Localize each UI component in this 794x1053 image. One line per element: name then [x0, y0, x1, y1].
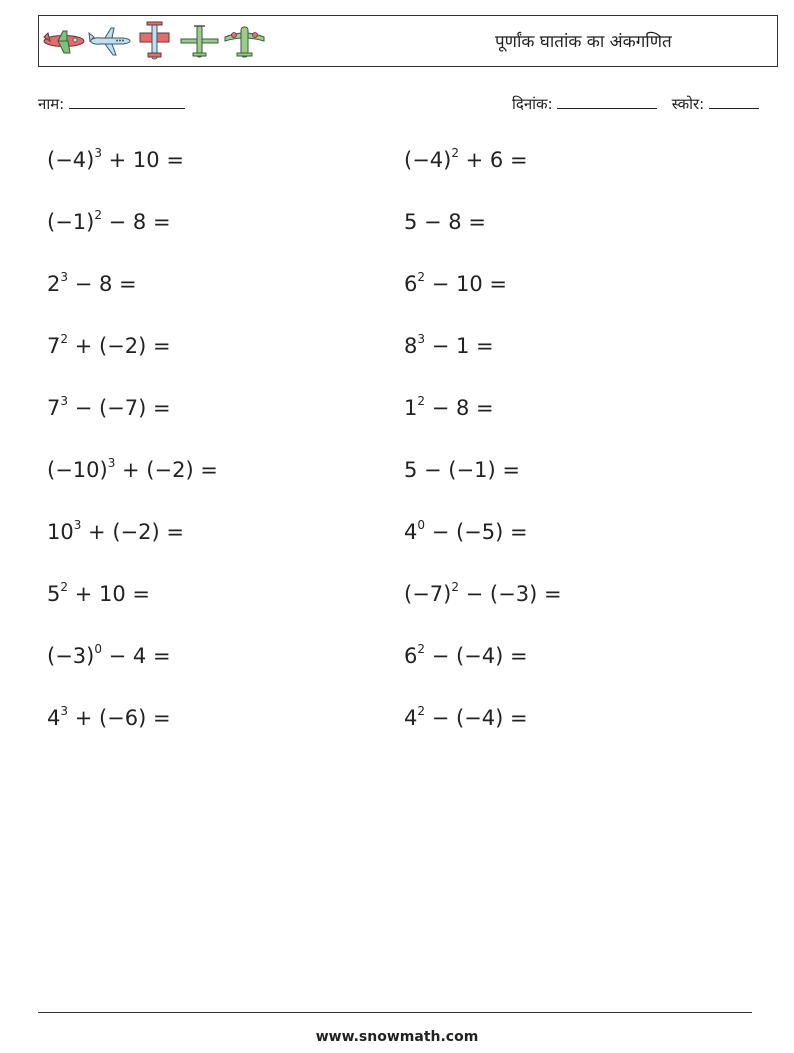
footer-url: www.snowmath.com [315, 1029, 479, 1045]
green-bomber-icon [222, 19, 267, 63]
problem-base: (−4) [404, 148, 452, 172]
problem-exponent: 2 [417, 270, 426, 284]
problem-rest: − (−5) = [425, 520, 528, 544]
problem-base: 7 [47, 396, 61, 420]
problem-base: 10 [47, 520, 74, 544]
problem-exponent: 3 [107, 456, 116, 470]
problem-exponent: 3 [73, 518, 82, 532]
problem-exponent: 2 [60, 332, 69, 346]
problem-rest: + (−6) = [68, 706, 171, 730]
problem-base: 5 [47, 582, 61, 606]
problem-rest: − 1 = [425, 334, 494, 358]
problem-base: (−3) [47, 644, 95, 668]
problem-base: 7 [47, 334, 61, 358]
problem-base: 1 [404, 396, 418, 420]
date-score-fields [512, 93, 759, 114]
problem-exponent: 3 [60, 704, 69, 718]
problem-rest: − 8 = [101, 210, 171, 234]
problem-base: 4 [404, 520, 418, 544]
problem-rest: + (−2) = [68, 334, 171, 358]
problem-rest: − (−4) = [425, 706, 528, 730]
plane-icons-row [42, 19, 267, 63]
problem-left-7 [47, 520, 184, 544]
problem-rest: + 10 = [101, 148, 184, 172]
problem-base: (−7) [404, 582, 452, 606]
problem-exponent: 2 [451, 146, 459, 160]
problem-base: 2 [47, 272, 61, 296]
score-blank[interactable] [709, 93, 759, 109]
problem-right-3 [404, 272, 507, 296]
red-biplane-icon [132, 19, 177, 63]
problem-rest: − 10 = [425, 272, 507, 296]
problem-rest: − 4 = [101, 644, 171, 668]
problem-left-2 [47, 210, 171, 234]
footer-divider [38, 1012, 752, 1013]
problem-left-10 [47, 706, 171, 730]
problem-base: (−1) [47, 210, 95, 234]
page-title: पूर्णांक घातांक का अंकगणित [495, 32, 672, 52]
problem-exponent: 2 [417, 394, 426, 408]
problem-exponent: 0 [417, 518, 426, 532]
name-blank[interactable] [69, 93, 185, 109]
problem-base: 4 [404, 706, 418, 730]
score-label: स्कोर: [671, 95, 705, 113]
red-airplane-icon [42, 19, 87, 63]
problem-left-3 [47, 272, 137, 296]
name-field [38, 93, 185, 114]
problem-exponent: 2 [451, 580, 459, 594]
problem-rest: + (−2) = [115, 458, 218, 482]
problem-base: 8 [404, 334, 418, 358]
problem-rest: − (−4) = [425, 644, 528, 668]
problem-rest: + 6 = [458, 148, 528, 172]
problem-exponent: 0 [94, 642, 102, 656]
problem-rest: − 8 = [425, 396, 494, 420]
problem-rest: − (−7) = [68, 396, 171, 420]
problem-exponent: 3 [60, 270, 69, 284]
problem-base: 4 [47, 706, 61, 730]
date-label: दिनांक: [512, 95, 553, 113]
problem-left-4 [47, 334, 171, 358]
problem-right-4 [404, 334, 494, 358]
problem-right-1 [404, 148, 528, 172]
green-prop-plane-icon [177, 19, 222, 63]
problem-exponent: 3 [417, 332, 426, 346]
date-blank[interactable] [557, 93, 657, 109]
problem-base: (−10) [47, 458, 108, 482]
problem-rest: − 8 = [68, 272, 137, 296]
problem-exponent: 3 [94, 146, 102, 160]
problem-right-10 [404, 706, 528, 730]
problem-exponent: 2 [94, 208, 102, 222]
problem-right-2 [404, 210, 486, 234]
header-box [38, 15, 778, 67]
problem-right-8 [404, 582, 562, 606]
problem-right-5 [404, 396, 494, 420]
problem-rest: + 10 = [68, 582, 150, 606]
problem-base: 5 − (−1) = [404, 458, 520, 482]
problem-right-6 [404, 458, 520, 482]
problem-right-7 [404, 520, 528, 544]
blue-jet-icon [87, 19, 132, 63]
problem-exponent: 2 [60, 580, 69, 594]
problem-rest: − (−3) = [458, 582, 562, 606]
problem-left-9 [47, 644, 171, 668]
problem-base: 6 [404, 272, 418, 296]
name-label: नाम: [38, 95, 65, 113]
problem-left-1 [47, 148, 184, 172]
problem-exponent: 2 [417, 704, 426, 718]
problem-rest: + (−2) = [81, 520, 184, 544]
problem-base: 6 [404, 644, 418, 668]
problem-exponent: 3 [60, 394, 69, 408]
problem-right-9 [404, 644, 528, 668]
problem-exponent: 2 [417, 642, 426, 656]
problem-base: 5 − 8 = [404, 210, 486, 234]
problem-base: (−4) [47, 148, 95, 172]
problem-left-8 [47, 582, 150, 606]
problem-left-5 [47, 396, 171, 420]
problem-left-6 [47, 458, 218, 482]
